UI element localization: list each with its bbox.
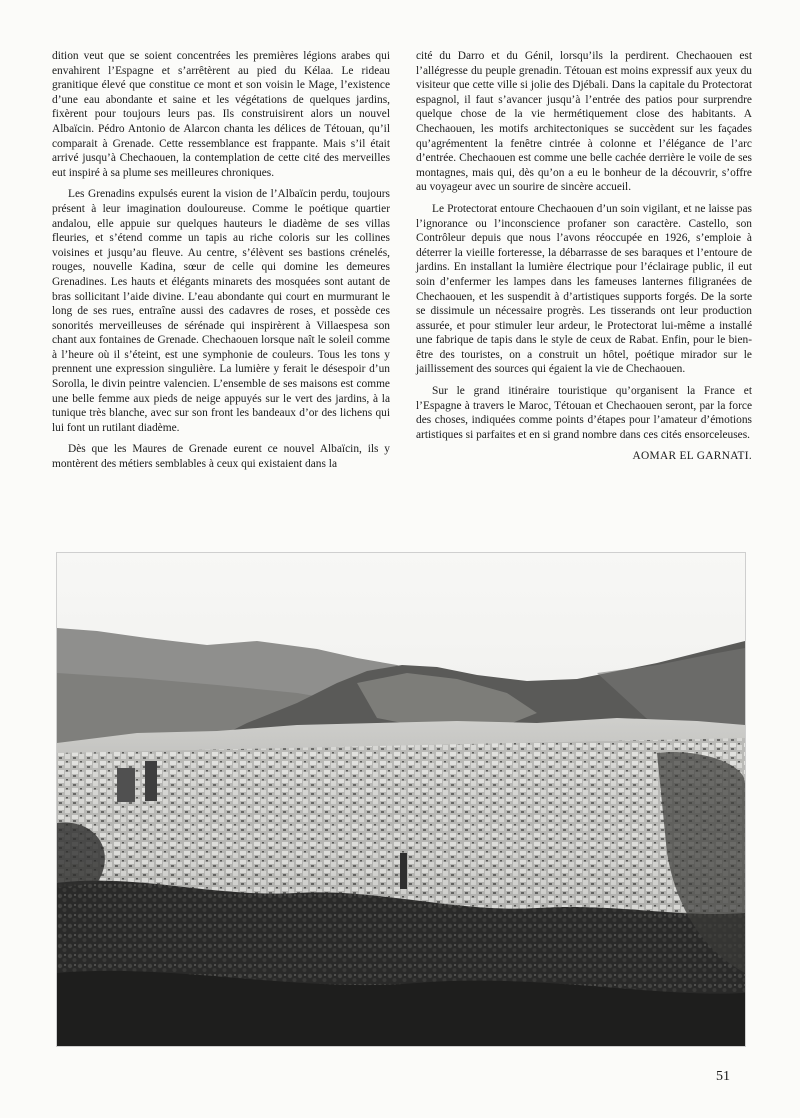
paragraph: cité du Darro et du Génil, lorsqu’ils la perdirent. Chechaouen est l’allégresse du peuple grenadin. Tétouan est moins expressif aux yeux du visiteur que cette ville si jolie des Djébali. Dans la capitale du Protectorat espagnol, il faut s’avancer jusqu’à l’entrée des patios pour surprendre quelque chose de la vie hermétiquement close des habitants. A Chechaouen, les motifs architectoniques se succèdent sur les façades qu’agrémentent la fenêtre cintrée à colonne et l’élégance de l’arc d’entrée. Chechaouen est comme une belle cachée derrière le voile de ses montagnes, mais qui, dès qu’on a eu le bonheur de la découvrir, s’offre au voyageur avec un sourire de sincère accueil. bbox=[416, 50, 752, 194]
paragraph: Le Protectorat entoure Chechaouen d’un soin vigilant, et ne laisse pas l’ignorance ou l’inconscience profaner son caractère. Castello, son Contrôleur depuis que nous l’avons réoccupée en 1926, s’emploie à déterrer la vieille forteresse, la débarrasse de ses baraques et l’entoure de jardins. En installant la lumière électrique pour l’éclairage public, il eut soin d’enfermer les lampes dans les fameuses lanternes filigranées de Chechaouen, et les suspendit à d’artistiques supports forgés. De la sorte se dissimule un nécessaire progrès. Les tisserands ont leur production assurée, et pour stimuler leur ardeur, le Protectorat lui-même a installé une fabrique de tapis dans le style de ceux de Rabat. Enfin, pour le bien-être des touristes, on a construit un hôtel, poétique mirador sur le jaillissement des sources qui égaient la vie de Chechaouen. bbox=[416, 202, 752, 376]
page-number: 51 bbox=[716, 1069, 730, 1084]
town-landscape-photo bbox=[56, 552, 746, 1047]
left-text-column bbox=[52, 49, 390, 479]
paragraph: Les Grenadins expulsés eurent la vision de l’Albaïcin perdu, toujours présent à leur imagination douloureuse. Comme le poétique quartier andalou, elle appuie sur quelques hauteurs le diadème de ses villas fleuries, et s’étend comme un tapis au riche coloris sur les collines voisines et jusqu’au fleuve. Au centre, s’élèvent ses bastions crénelés, rouges, nouvelle Kadina, sœur de celle qui domine les demeures Grenadines. Les hauts et élégants minarets des mosquées sont autant de bras sollicitant l’aide divine. L’eau abondante qui court en murmurant le long de ses rues, entraîne aussi des cadavres de roses, et possède ces sonorités merveilleuses de sérénade qui inspirèrent à Villaespesa son chant aux fontaines de Grenade. Chechaouen lorsque naît le soleil comme à l’heure où il s’éteint, est une symphonie de couleurs. Tous les tons y prennent une expression singulière. La lumière y ferait le désespoir d’un Sorolla, le divin peintre valencien. L’ensemble de ses maisons est comme une belle femme aux pieds de neige appuyés sur le vert des jardins, à la tunique très blanche, avec sur son front les bandeaux d’or des lichens qui lui font un rutilant diadème. bbox=[52, 188, 390, 434]
author-signature: AOMAR EL GARNATI. bbox=[632, 450, 752, 463]
photo-illustration bbox=[57, 553, 745, 1046]
right-text-column bbox=[416, 49, 752, 464]
paragraph: Dès que les Maures de Grenade eurent ce nouvel Albaïcin, ils y montèrent des métiers semblables à ceux qui existaient dans la bbox=[52, 443, 390, 471]
paragraph: dition veut que se soient concentrées les premières légions arabes qui envahirent l’Espagne et s’arrêtèrent au pied du Kélaa. Le rideau granitique élevé que constitue ce mont et son voisin le Mage, l’existence d’une eau abondante et saine et les végétations de quelques jardins, fixèrent pour toujours leurs pas. Ils construisirent alors un nouvel Albaïcin. Pédro Antonio de Alarcon chanta les délices de Tétouan, qu’il comparait à Grenade. Cette ressemblance est frappante. Mais s’il était arrivé jusqu’à Chechaouen, la contemplation de cette cité des merveilles eut inspiré à sa plume ses meilleures chroniques. bbox=[52, 50, 390, 179]
paragraph: Sur le grand itinéraire touristique qu’organisent la France et l’Espagne à travers le Maroc, Tétouan et Chechaouen seront, par la force des choses, indiquées comme points d’étapes pour l’amateur d’émotions artistiques si parfaites et en si grand nombre dans ces cités ensorceleuses. bbox=[416, 385, 752, 441]
